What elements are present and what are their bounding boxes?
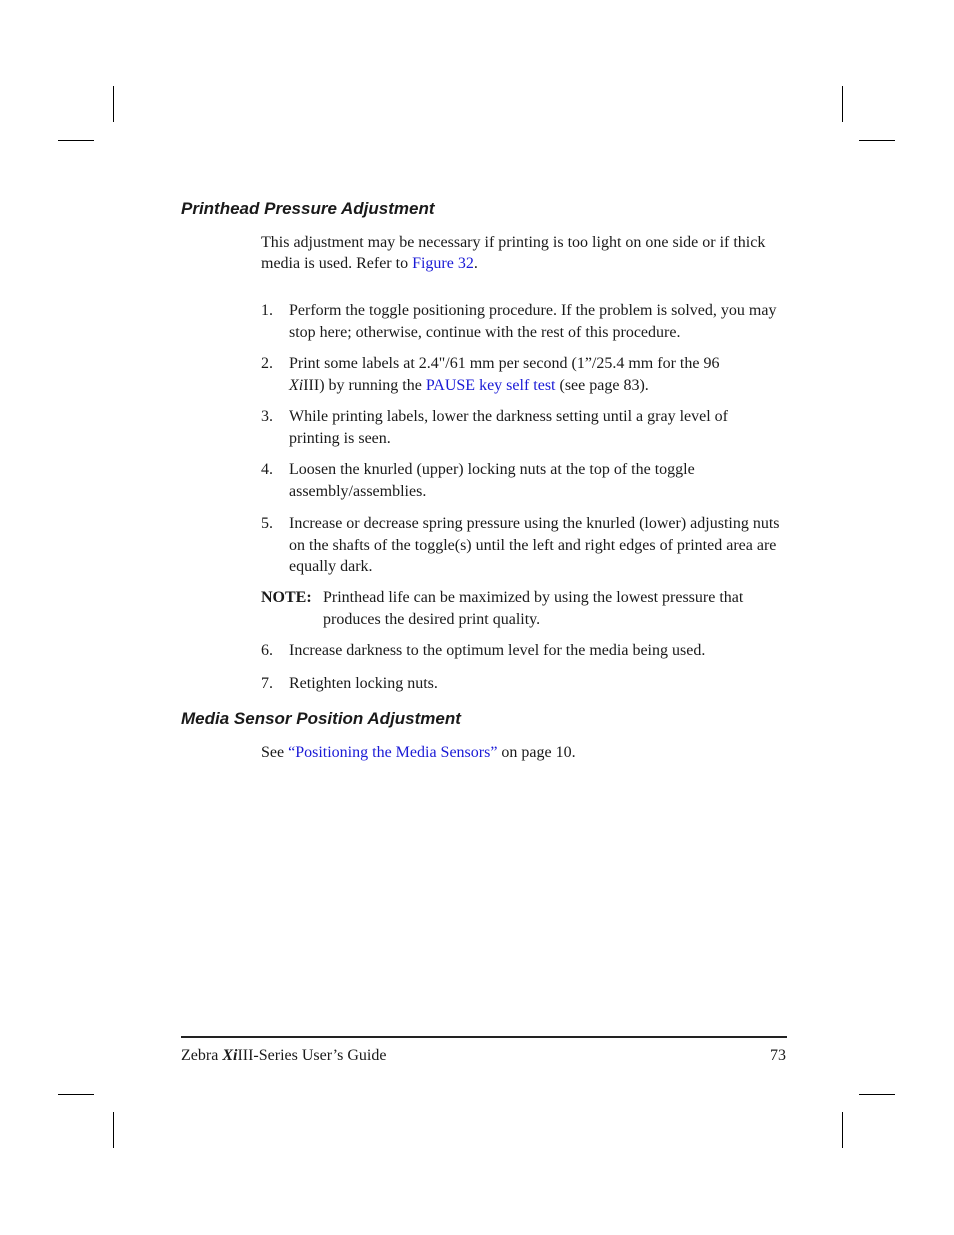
crop-mark xyxy=(58,1094,94,1095)
step-number: 4. xyxy=(261,461,273,478)
page-number: 73 xyxy=(770,1047,786,1064)
step-text: Print some labels at 2.4"/61 mm per second (1”/25.4 mm for the 96 XiIII) by running the PAUSE key self test (see page 83). xyxy=(289,355,720,394)
step-number: 6. xyxy=(261,642,273,659)
step-number: 5. xyxy=(261,515,273,532)
see-paragraph: See “Positioning the Media Sensors” on page 10. xyxy=(261,744,576,761)
note-block xyxy=(261,587,781,630)
crop-mark xyxy=(113,1112,114,1148)
list-item xyxy=(261,353,741,396)
note-label: NOTE: xyxy=(261,589,312,606)
model-xi: Xi xyxy=(222,1047,238,1064)
step-number: 1. xyxy=(261,302,273,319)
crop-mark xyxy=(842,1112,843,1148)
intro-text: This adjustment may be necessary if printing is too light on one side or if thick media is used. Refer to xyxy=(261,234,766,272)
step-text: Retighten locking nuts. xyxy=(289,675,438,692)
positioning-media-sensors-link[interactable]: “Positioning the Media Sensors” xyxy=(288,744,498,761)
crop-mark xyxy=(859,140,895,141)
figure-32-link[interactable]: Figure 32 xyxy=(412,255,474,272)
list-item xyxy=(261,673,791,695)
step-text: Perform the toggle positioning procedure. If the problem is solved, you may stop here; otherwise, continue with the rest of this procedure. xyxy=(289,302,777,341)
pause-key-self-test-link[interactable]: PAUSE key self test xyxy=(425,376,556,394)
crop-mark xyxy=(842,86,843,122)
list-item xyxy=(261,300,791,343)
footer-guide-title: Zebra XiIII-Series User’s Guide xyxy=(181,1047,387,1064)
model-xi: Xi xyxy=(289,376,304,394)
step-number: 3. xyxy=(261,408,273,425)
step-number: 2. xyxy=(261,355,273,372)
section-heading-media-sensor: Media Sensor Position Adjustment xyxy=(181,709,461,728)
crop-mark xyxy=(859,1094,895,1095)
list-item xyxy=(261,406,771,449)
footer-rule xyxy=(181,1036,787,1038)
list-item xyxy=(261,513,791,578)
list-item xyxy=(261,640,791,662)
step-text: Loosen the knurled (upper) locking nuts at the top of the toggle assembly/assemblies. xyxy=(289,461,695,500)
intro-paragraph xyxy=(261,232,771,274)
step-text: While printing labels, lower the darkness setting until a gray level of printing is seen. xyxy=(289,408,728,447)
crop-mark xyxy=(113,86,114,122)
note-text: Printhead life can be maximized by using the lowest pressure that produces the desired print quality. xyxy=(323,589,744,628)
step-text: Increase or decrease spring pressure using the knurled (lower) adjusting nuts on the shafts of the toggle(s) until the left and right edges of printed area are equally dark. xyxy=(289,515,780,575)
step-number: 7. xyxy=(261,675,273,692)
list-item xyxy=(261,459,741,502)
intro-end: . xyxy=(473,255,478,272)
section-heading-printhead-pressure: Printhead Pressure Adjustment xyxy=(181,199,435,218)
step-text: Increase darkness to the optimum level for the media being used. xyxy=(289,642,706,659)
crop-mark xyxy=(58,140,94,141)
